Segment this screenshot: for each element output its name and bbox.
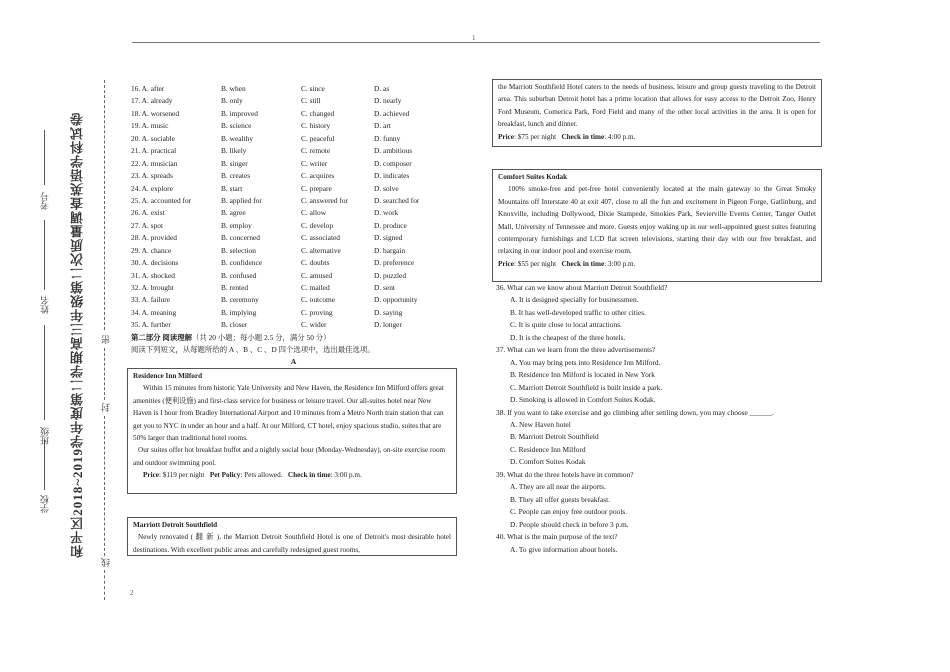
cloze-question-row <box>131 133 461 145</box>
cloze-option: D. puzzled <box>374 270 407 280</box>
cloze-option: C. alternative <box>301 245 341 255</box>
class-label: 班级 <box>40 427 50 445</box>
exam-title-vertical: 和平区2018~2019学年度第二学期高三年级第二次质量调查英语学科试卷 <box>69 112 85 558</box>
section-a-label: A <box>290 357 297 366</box>
cloze-option: D. opportunity <box>374 295 418 305</box>
residence-inn-paragraph-2: Our suites offer hot breakfast buffet and a nightly social hour (Monday-Wednesday), on-site exercise room and outdoor swimming pool. <box>133 446 446 467</box>
residence-inn-ad <box>127 368 457 494</box>
cloze-option: D. signed <box>374 233 403 243</box>
cloze-option: B. concerned <box>221 233 260 243</box>
reading-question-option: D. People should check in before 3 p.m. <box>510 519 629 529</box>
residence-inn-name: Residence Inn Milford <box>133 372 203 380</box>
cloze-question-row <box>131 83 461 95</box>
cloze-option: B. rented <box>221 283 249 292</box>
cloze-option: B. creates <box>221 171 251 181</box>
cloze-option: B. agree <box>221 208 246 218</box>
part2-heading <box>131 332 461 344</box>
cloze-option: 28. A. provided <box>131 233 177 243</box>
cloze-option: 25. A. accounted for <box>131 195 192 205</box>
page-number-top: 1 <box>472 34 476 42</box>
cloze-option: C. wider <box>301 320 327 330</box>
cloze-option: C. changed <box>301 108 335 118</box>
cloze-question-row <box>131 95 461 107</box>
cloze-option: D. art <box>374 121 391 131</box>
reading-question-option: B. Residence Inn Milford is located in New York <box>510 370 655 380</box>
seal-dashed-line-bottom <box>104 570 105 600</box>
cloze-option: C. still <box>301 96 321 106</box>
cloze-option: C. outcome <box>301 295 336 305</box>
cloze-option: 17. A. already <box>131 96 173 106</box>
cloze-question-row <box>131 108 461 120</box>
reading-questions <box>496 282 826 556</box>
cloze-question-row <box>131 183 461 195</box>
cloze-option: B. when <box>221 84 246 93</box>
cloze-option: B. science <box>221 121 252 131</box>
cloze-option: 16. A. after <box>131 84 165 93</box>
cloze-option: B. confidence <box>221 258 263 268</box>
cloze-question-row <box>131 245 461 257</box>
top-rule <box>132 42 820 43</box>
reading-question-option: A. New Haven hotel <box>510 419 571 429</box>
marriott-paragraph-2: the Marriott Southfield Hotel caters to the needs of business, leisure and group guests traveling to the Detroit area. This suburban Detroit hotel has a prime location that allows for easy access to the Detroit Zoo, Henry Ford Museum, Comerica Park, Ford Field and many of the other local activities in the area. It is open for breakfast, lunch and dinner. <box>498 83 816 129</box>
marriott-paragraph-1: Newly renovated ( 翻 新 ), the Marriott Detroit Southfield Hotel is one of Detroit's most desirable hotel destinations. With excellent public areas and carefully redesigned guest rooms, <box>133 533 451 554</box>
residence-inn-price-line: Price: $119 per night Pet Policy: Pets allowed. Check in time: 3:00 p.m. <box>143 471 362 480</box>
cloze-question-row <box>131 120 461 132</box>
marriott-name: Marriott Detroit Southfield <box>133 521 218 529</box>
cloze-option: D. composer <box>374 158 412 168</box>
exam-number-label: 考号 <box>40 192 50 210</box>
cloze-option: B. applied for <box>221 195 262 205</box>
cloze-option: C. acquires <box>301 171 335 181</box>
cloze-options-list <box>131 83 461 332</box>
cloze-option: 27. A. spot <box>131 220 164 230</box>
cloze-option: C. history <box>301 121 331 131</box>
cloze-option: 19. A. music <box>131 121 169 131</box>
reading-question-option: C. Marriott Detroit Southfield is built inside a park. <box>510 382 663 392</box>
cloze-question-row <box>131 294 461 306</box>
seal-dashed-line-top <box>104 80 105 330</box>
cloze-option: B. likely <box>221 146 247 156</box>
cloze-option: 22. A. musician <box>131 158 178 168</box>
class-line <box>44 325 45 420</box>
cloze-option: B. employ <box>221 220 252 230</box>
cloze-option: C. associated <box>301 233 340 243</box>
seal-dashed-line-mid <box>104 348 105 400</box>
cloze-option: D. solve <box>374 183 399 193</box>
cloze-option: 26. A. exist <box>131 208 165 218</box>
cloze-question-row <box>131 232 461 244</box>
comfort-suites-price-line: Price: $55 per night Check in time: 3:00 p.m. <box>498 259 636 268</box>
cloze-option: 23. A. spreads <box>131 171 173 181</box>
reading-question-option: C. It is quite close to local attractions. <box>510 320 622 330</box>
cloze-question-row <box>131 319 461 331</box>
cloze-option: D. achieved <box>374 108 410 118</box>
cloze-option: 32. A. brought <box>131 283 174 292</box>
cloze-option: D. saying <box>374 307 403 317</box>
cloze-option: D. searched for <box>374 195 420 205</box>
reading-question-option: A. It is designed specially for businessmen. <box>510 295 639 305</box>
reading-question-option: A. To give information about hotels. <box>510 544 618 554</box>
cloze-option: D. bargain <box>374 245 406 255</box>
marriott-ad-part1 <box>127 517 457 556</box>
cloze-question-row <box>131 158 461 170</box>
reading-question-option: D. Comfort Suites Kodak <box>510 457 586 467</box>
cloze-option: C. prepare <box>301 183 332 193</box>
cloze-question-row <box>131 307 461 319</box>
reading-question-stem: 37. What can we learn from the three advertisements? <box>496 345 656 355</box>
part2-heading-note: （共 20 小题；每小题 2.5 分，满分 50 分） <box>191 333 331 342</box>
reading-question-option: D. Smoking is allowed in Comfort Suites Kodak. <box>510 395 656 405</box>
cloze-question-row <box>131 170 461 182</box>
marriott-ad-part2 <box>492 79 822 147</box>
cloze-question-row <box>131 270 461 282</box>
cloze-option: B. only <box>221 96 243 106</box>
cloze-option: D. produce <box>374 220 407 230</box>
reading-question-stem: 39. What do the three hotels have in common? <box>496 469 634 479</box>
reading-question-option: A. They are all near the airports. <box>510 482 606 492</box>
seal-char-1: 密 <box>101 335 111 344</box>
cloze-option: 18. A. worsened <box>131 108 180 118</box>
cloze-option: D. work <box>374 208 399 218</box>
school-label: 学校 <box>40 495 50 513</box>
cloze-question-row <box>131 220 461 232</box>
cloze-question-row <box>131 282 461 294</box>
cloze-option: C. mailed <box>301 283 330 292</box>
cloze-question-row <box>131 207 461 219</box>
cloze-option: B. implying <box>221 307 257 317</box>
cloze-option: C. remote <box>301 146 331 156</box>
reading-question-option: C. Residence Inn Milford <box>510 444 586 454</box>
cloze-option: B. selection <box>221 245 256 255</box>
reading-question-stem: 38. If you want to take exercise and go climbing after settling down, you may choose ______. <box>496 407 774 417</box>
cloze-option: C. doubts <box>301 258 330 268</box>
cloze-option: 30. A. decisions <box>131 258 179 268</box>
cloze-option: 24. A. explore <box>131 183 173 193</box>
marriott-price-line: Price: $75 per night Check in time: 4:00 p.m. <box>498 132 636 141</box>
reading-question-option: B. They all offer guests breakfast. <box>510 494 611 504</box>
reading-question-option: B. Marriott Detroit Southfield <box>510 432 599 442</box>
cloze-option: C. since <box>301 84 325 93</box>
comfort-suites-paragraph: 100% smoke-free and pet-free hotel conveniently located at the main gateway to the Great Smoky Mountains off Interstate 40 at exit 407, close to all the fun and excitement in Pigeon Forge, Gatlinburg, and Knoxville, including Dollywood, Dixie Stampede, Smokies Park, Sevierville Events Center, Tanger Outlet Mall, University of Tennessee and more. Guests enjoy waking up in our well-appointed guest suites featuring contemporary furnishings and LCD flat screen televisions, starting their day with our free breakfast, and relaxing in our indoor pool and exercise room. <box>498 185 816 256</box>
cloze-option: B. confused <box>221 270 257 280</box>
reading-question-option: C. People can enjoy free outdoor pools. <box>510 507 627 517</box>
cloze-option: D. funny <box>374 133 401 143</box>
cloze-option: C. peaceful <box>301 133 335 143</box>
cloze-option: 29. A. chance <box>131 245 172 255</box>
cloze-option: B. improved <box>221 108 258 118</box>
cloze-option: B. wealthy <box>221 133 254 143</box>
comfort-suites-name: Comfort Suites Kodak <box>498 173 568 181</box>
residence-inn-paragraph-1: Within 15 minutes from historic Yale University and New Haven, the Residence Inn Milford offers great amenities (便利设施) and first-class service for business or leisure travel. Our all-suites hotel near New Haven is I hour from Bradley International Airport and 10 minutes from a Metro North train station that can get you to NYC in under an hour and a half. At our Milford, CT hotel, enjoy spacious studio, suites that are 50% larger than traditional hotel rooms. <box>133 384 444 443</box>
cloze-option: C. develop <box>301 220 334 230</box>
cloze-option: 31. A. shocked <box>131 270 175 280</box>
cloze-option: B. start <box>221 183 243 193</box>
cloze-option: D. longer <box>374 320 402 330</box>
cloze-option: D. indicates <box>374 171 410 181</box>
seal-dashed-line-low <box>104 416 105 556</box>
school-line <box>44 440 45 490</box>
cloze-option: C. amused <box>301 270 333 280</box>
exam-number-line <box>44 130 45 185</box>
cloze-option: 35. A. further <box>131 320 171 330</box>
cloze-option: C. proving <box>301 307 333 317</box>
cloze-question-row <box>131 195 461 207</box>
cloze-question-row <box>131 257 461 269</box>
cloze-option: B. closer <box>221 320 248 330</box>
cloze-option: C. answered for <box>301 195 348 205</box>
cloze-option: B. singer <box>221 158 248 168</box>
cloze-option: D. as <box>374 84 390 93</box>
name-label: 姓名 <box>40 296 50 314</box>
cloze-option: 33. A. failure <box>131 295 170 305</box>
comfort-suites-ad <box>492 169 822 282</box>
cloze-option: 20. A. sociable <box>131 133 175 143</box>
cloze-option: D. sent <box>374 283 395 292</box>
reading-question-option: D. It is the cheapest of the three hotels. <box>510 332 626 342</box>
cloze-option: 34. A. meaning <box>131 307 177 317</box>
cloze-option: 21. A. practical <box>131 146 177 156</box>
reading-question-option: A. You may bring pets into Residence Inn Milford. <box>510 357 661 367</box>
cloze-option: D. ambitious <box>374 146 413 156</box>
reading-question-option: B. It has well-developed traffic to other cities. <box>510 307 646 317</box>
cloze-option: C. allow <box>301 208 327 218</box>
cloze-option: D. nearly <box>374 96 402 106</box>
reading-question-stem: 36. What can we know about Marriott Detroit Southfield? <box>496 283 668 292</box>
cloze-question-row <box>131 145 461 157</box>
reading-question-stem: 40. What is the main purpose of the text? <box>496 532 618 542</box>
name-line <box>44 220 45 290</box>
part2-instruction: 阅读下列短文，从每题所给的 A 、B 、C 、D 四个选项中，选出最佳选项。 <box>131 345 375 354</box>
page-number-bottom: 2 <box>130 589 134 597</box>
seal-char-3: 线 <box>101 558 111 567</box>
seal-char-2: 封 <box>101 403 111 412</box>
cloze-option: C. writer <box>301 158 328 168</box>
cloze-option: B. ceremony <box>221 295 259 305</box>
part2-heading-title: 第二部分 阅读理解 <box>131 333 192 342</box>
cloze-option: D. preference <box>374 258 415 268</box>
